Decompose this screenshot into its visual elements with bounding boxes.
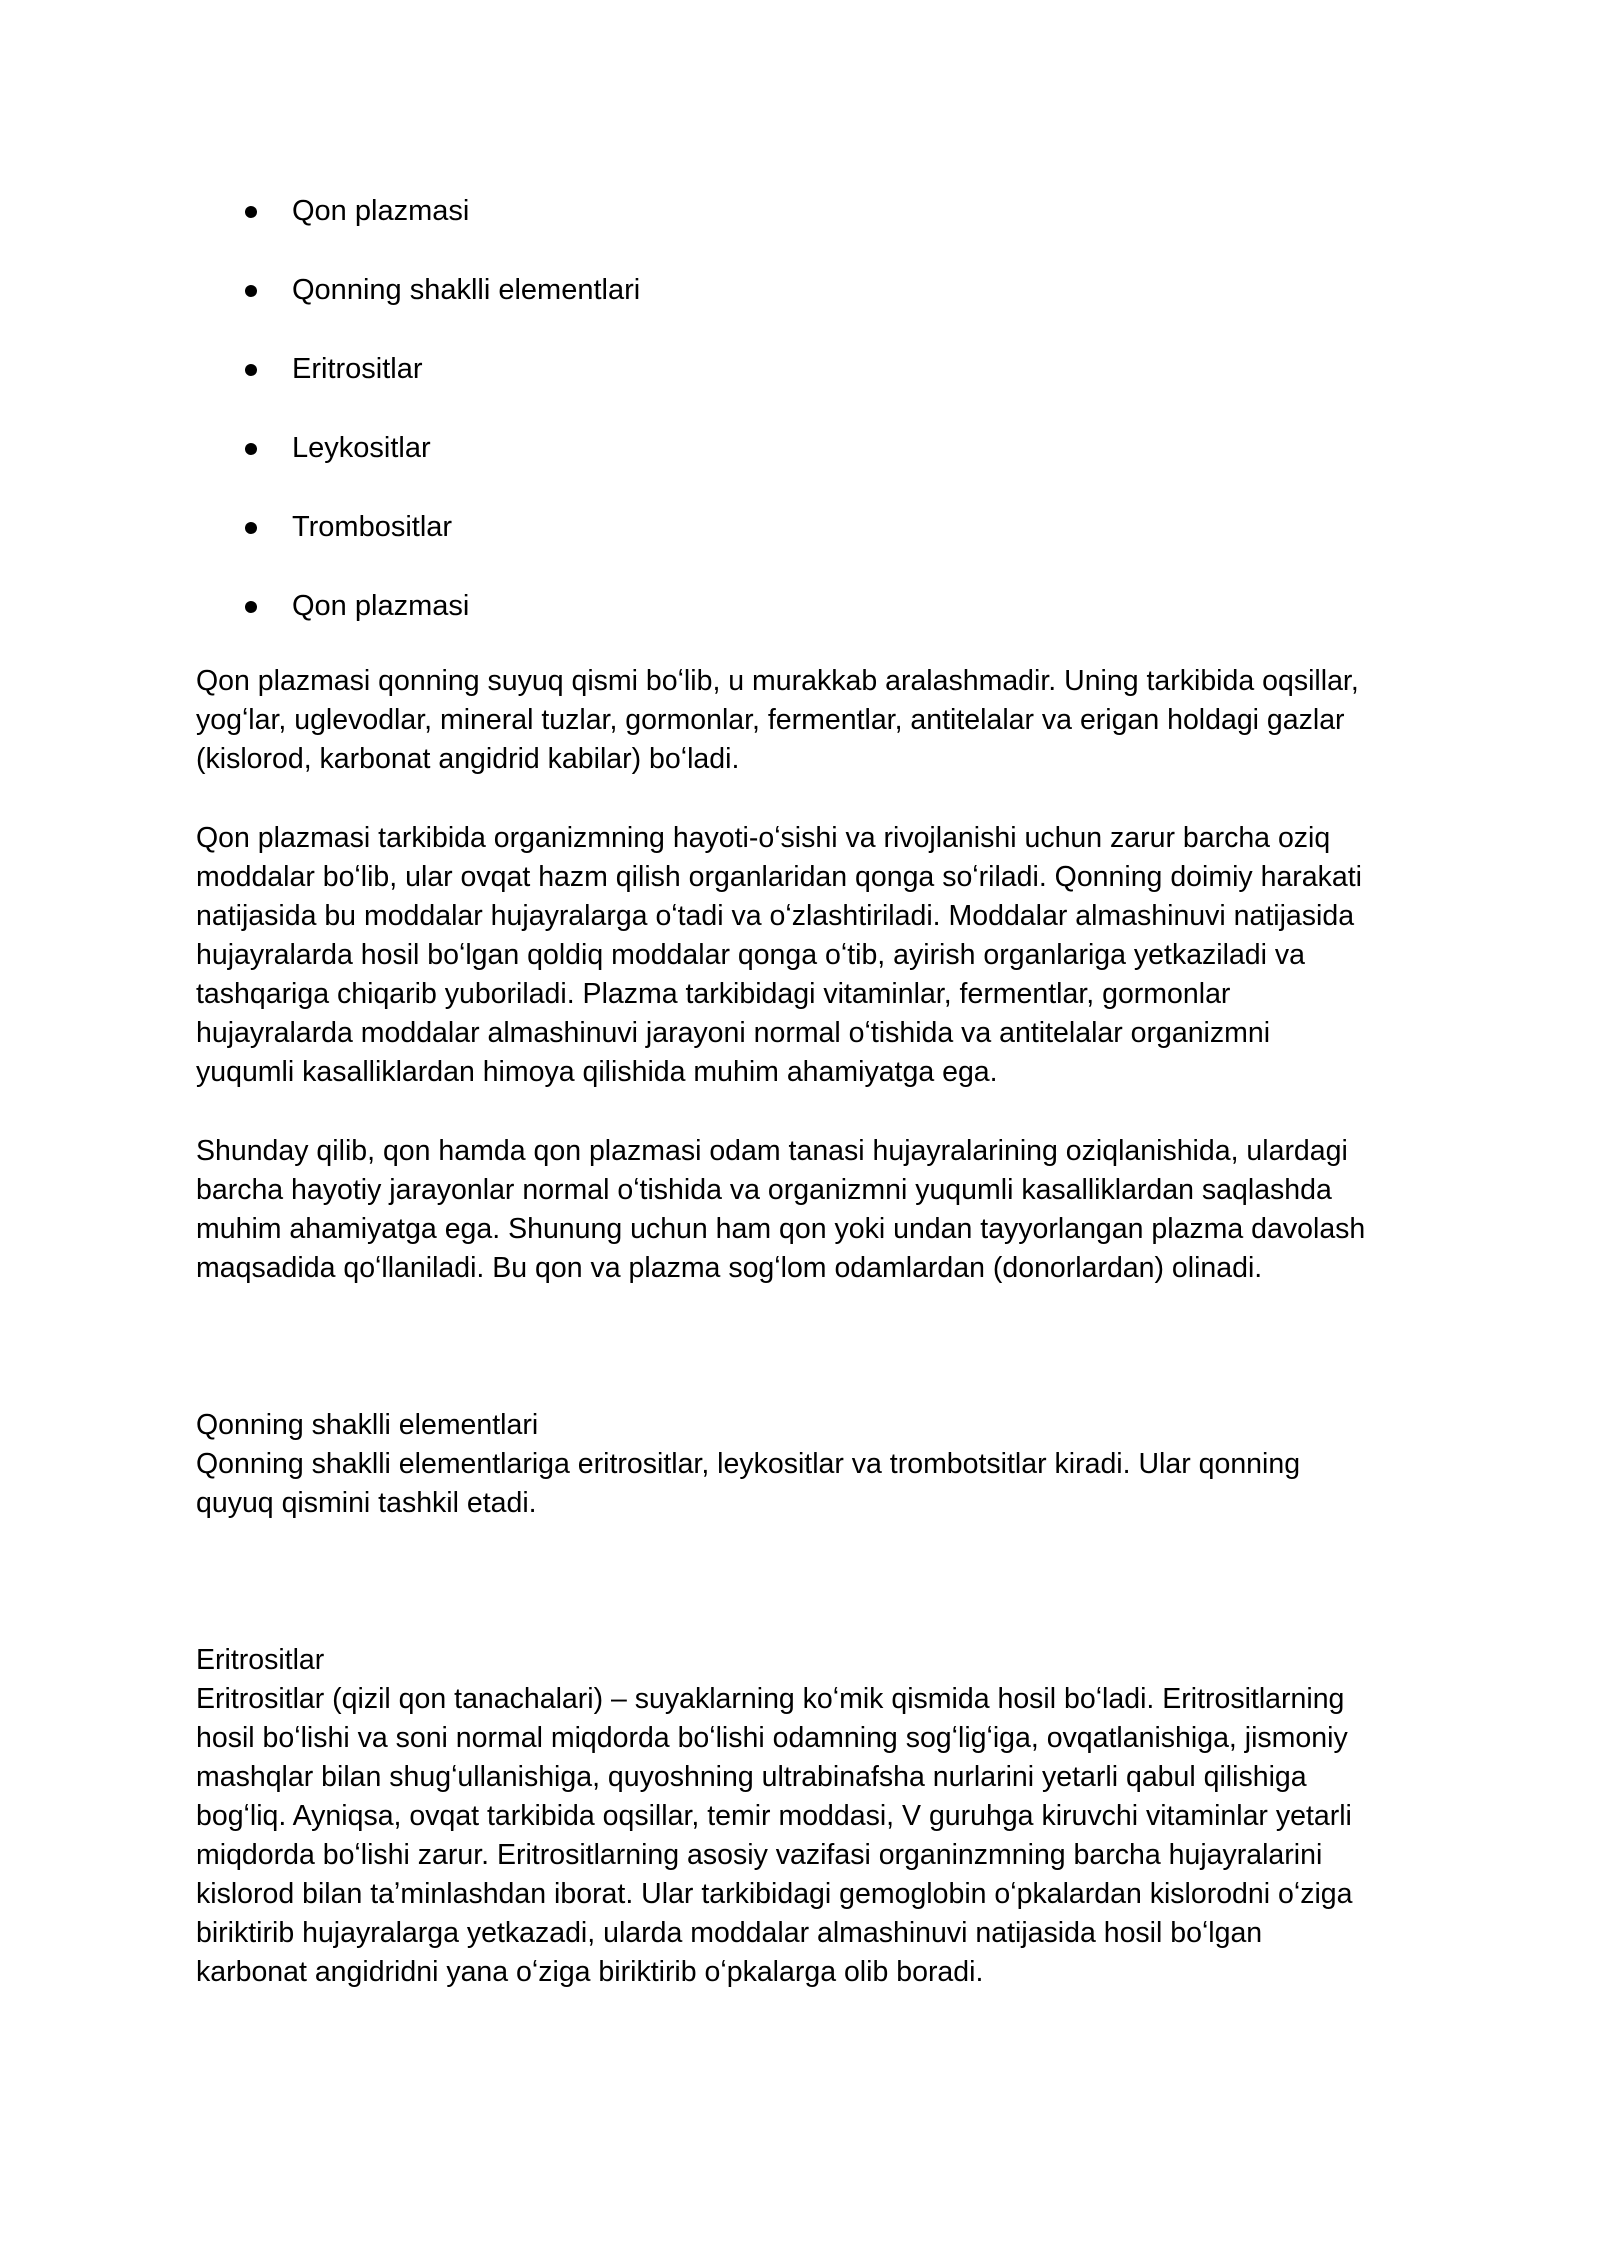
formed-elements-section — [196, 1406, 1436, 1523]
text-line: Shunday qilib, qon hamda qon plazmasi odam tanasi hujayralarining oziqlanishida, ulardagi — [196, 1135, 1348, 1167]
bullet-dot-icon — [245, 443, 257, 455]
bullet-item — [196, 265, 640, 344]
topic-bullet-list — [196, 186, 640, 660]
section-heading: Qonning shaklli elementlari — [196, 1409, 539, 1441]
plasma-paragraph-1 — [196, 662, 1436, 779]
erythrocytes-section — [196, 1641, 1436, 1992]
text-line: hosil boʻlishi va soni normal miqdorda boʻlishi odamning sogʻligʻiga, ovqatlanishiga, jismoniy — [196, 1722, 1348, 1754]
text-line: maqsadida qoʻllaniladi. Bu qon va plazma sogʻlom odamlardan (donorlardan) olinadi. — [196, 1252, 1263, 1284]
text-line: yogʻlar, uglevodlar, mineral tuzlar, gormonlar, fermentlar, antitelalar va erigan holdagi gazlar — [196, 704, 1345, 736]
text-line: tashqariga chiqarib yuboriladi. Plazma tarkibidagi vitaminlar, fermentlar, gormonlar — [196, 978, 1231, 1010]
bullet-label: Trombositlar — [292, 511, 453, 543]
text-line: hujayralarda hosil boʻlgan qoldiq moddalar qonga oʻtib, ayirish organlariga yetkaziladi va — [196, 939, 1306, 971]
bullet-dot-icon — [245, 285, 257, 297]
text-line: (kislorod, karbonat angidrid kabilar) boʻladi. — [196, 743, 740, 775]
bullet-label: Qon plazmasi — [292, 195, 470, 227]
plasma-paragraph-2 — [196, 819, 1436, 1092]
text-line: Qon plazmasi tarkibida organizmning hayoti-oʻsishi va rivojlanishi uchun zarur barcha oziq — [196, 822, 1331, 854]
text-line: muhim ahamiyatga ega. Shunung uchun ham qon yoki undan tayyorlangan plazma davolash — [196, 1213, 1366, 1245]
bullet-dot-icon — [245, 601, 257, 613]
bullet-item — [196, 502, 640, 581]
text-line: karbonat angidridni yana oʻziga biriktirib oʻpkalarga olib boradi. — [196, 1956, 984, 1988]
text-line: mashqlar bilan shugʻullanishiga, quyoshning ultrabinafsha nurlarini yetarli qabul qilishiga — [196, 1761, 1307, 1793]
text-line: Qonning shaklli elementlariga eritrositlar, leykositlar va trombotsitlar kiradi. Ular qonning — [196, 1448, 1301, 1480]
bullet-dot-icon — [245, 522, 257, 534]
text-line: quyuq qismini tashkil etadi. — [196, 1487, 537, 1519]
bullet-dot-icon — [245, 206, 257, 218]
bullet-label: Qon plazmasi — [292, 590, 470, 622]
bullet-item — [196, 581, 640, 660]
plasma-paragraph-3 — [196, 1132, 1436, 1288]
text-line: hujayralarda moddalar almashinuvi jarayoni normal oʻtishida va antitelalar organizmni — [196, 1017, 1271, 1049]
bullet-item — [196, 344, 640, 423]
bullet-item — [196, 186, 640, 265]
text-line: barcha hayotiy jarayonlar normal oʻtishida va organizmni yuqumli kasalliklardan saqlashda — [196, 1174, 1332, 1206]
text-line: yuqumli kasalliklardan himoya qilishida muhim ahamiyatga ega. — [196, 1056, 998, 1088]
text-line: Qon plazmasi qonning suyuq qismi boʻlib, u murakkab aralashmadir. Uning tarkibida oqsillar, — [196, 665, 1359, 697]
text-line: biriktirib hujayralarga yetkazadi, ularda moddalar almashinuvi natijasida hosil boʻlgan — [196, 1917, 1263, 1949]
text-line: Eritrositlar (qizil qon tanachalari) – suyaklarning koʻmik qismida hosil boʻladi. Eritrositlarning — [196, 1683, 1345, 1715]
text-line: kislorod bilan taʼminlashdan iborat. Ular tarkibidagi gemoglobin oʻpkalardan kislorodni oʻziga — [196, 1878, 1353, 1910]
text-line: bogʻliq. Ayniqsa, ovqat tarkibida oqsillar, temir moddasi, V guruhga kiruvchi vitaminlar yetarli — [196, 1800, 1352, 1832]
bullet-label: Eritrositlar — [292, 353, 423, 385]
bullet-label: Qonning shaklli elementlari — [292, 274, 641, 306]
bullet-dot-icon — [245, 364, 257, 376]
text-line: miqdorda boʻlishi zarur. Eritrositlarning asosiy vazifasi organinzmning barcha hujayralarini — [196, 1839, 1323, 1871]
bullet-item — [196, 423, 640, 502]
text-line: natijasida bu moddalar hujayralarga oʻtadi va oʻzlashtiriladi. Moddalar almashinuvi natijasida — [196, 900, 1355, 932]
section-heading: Eritrositlar — [196, 1644, 325, 1676]
text-line: moddalar boʻlib, ular ovqat hazm qilish organlaridan qonga soʻriladi. Qonning doimiy harakati — [196, 861, 1362, 893]
bullet-label: Leykositlar — [292, 432, 431, 464]
